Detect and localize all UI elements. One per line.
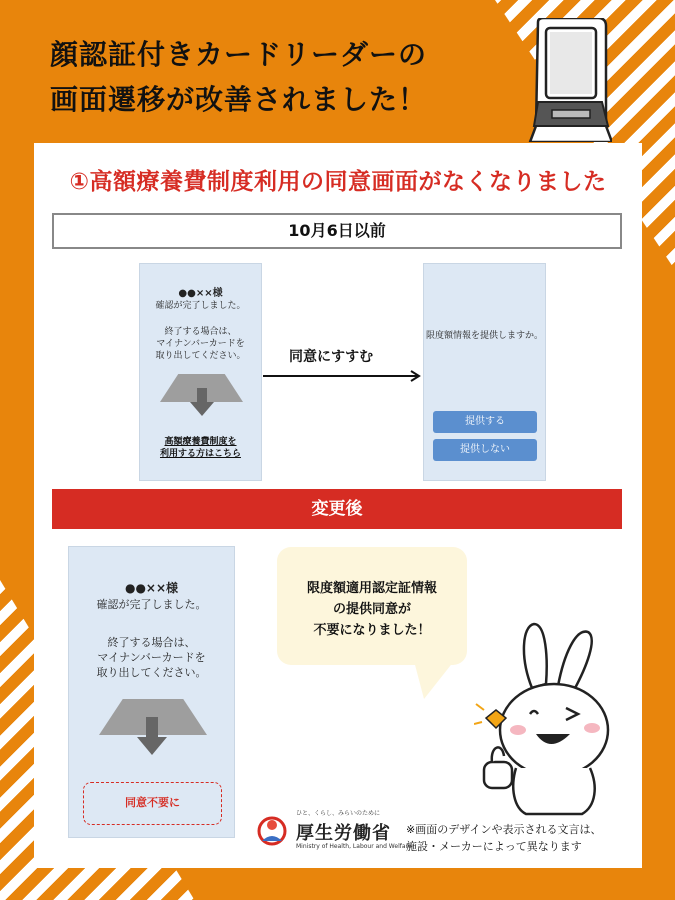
before-banner: 10月6日以前 [52, 213, 622, 249]
card-reader-icon [528, 18, 612, 142]
mhlw-name: 厚生労働省 [296, 823, 391, 844]
section-title: ①高額療養費制度利用の同意画面がなくなりました [69, 169, 607, 195]
mhlw-english-name: Ministry of Health, Labour and Welfare [296, 843, 412, 850]
before-end-text-3: 取り出してください。 [155, 351, 246, 361]
after-banner: 変更後 [52, 489, 622, 529]
content-card [34, 143, 642, 868]
speech-bubble-tail [414, 661, 458, 701]
footnote-line-2: 施設・メーカーによって異なります [406, 840, 582, 853]
no-consent-box: 同意不要に [83, 782, 222, 825]
footnote-line-1: ※画面のデザインや表示される文言は、 [406, 823, 602, 836]
after-screen-confirm [68, 546, 235, 838]
before-link-line-1: 高額療養費制度を [164, 437, 237, 447]
mhlw-tagline: ひと、くらし、みらいのために [296, 810, 381, 817]
provide-button[interactable]: 提供する [433, 411, 537, 433]
before-screen-confirm [139, 263, 262, 481]
bubble-line-3: 不要になりました！ [313, 623, 431, 638]
before-confirm-text: 確認が完了しました。 [155, 301, 246, 311]
before-end-text-2: マイナンバーカードを [156, 339, 245, 349]
after-end-text-3: 取り出してください。 [96, 666, 207, 679]
after-confirm-text: 確認が完了しました。 [96, 598, 207, 611]
bubble-text [277, 578, 467, 641]
headline-line-1: 顔認証付きカードリーダーの [50, 38, 428, 71]
bubble-line-1: 限度額適用認定証情報 [306, 581, 437, 596]
after-end-text-2: マイナンバーカードを [97, 651, 206, 664]
down-arrow-icon [190, 388, 214, 418]
headline-line-2: 画面遷移が改善されました！ [50, 83, 428, 116]
rabbit-mascot-icon [474, 618, 634, 818]
before-name-line: ●●××様 [178, 288, 223, 299]
down-arrow-icon [137, 717, 167, 757]
after-end-text-1: 終了する場合は、 [107, 636, 196, 649]
before-end-text-1: 終了する場合は、 [164, 327, 237, 337]
before-screen-consent [423, 263, 546, 481]
right-arrow-icon [263, 370, 425, 382]
not-provide-button[interactable]: 提供しない [433, 439, 537, 461]
proceed-consent-label: 同意にすすむ [289, 349, 374, 365]
footnote [406, 821, 642, 855]
limit-info-question: 限度額情報を提供しますか。 [425, 331, 543, 341]
headline [50, 32, 427, 122]
before-link-line-2: 利用する方はこちら [159, 449, 241, 459]
bubble-line-2: の提供同意が [332, 602, 411, 617]
after-name-line: ●●××様 [124, 581, 179, 595]
